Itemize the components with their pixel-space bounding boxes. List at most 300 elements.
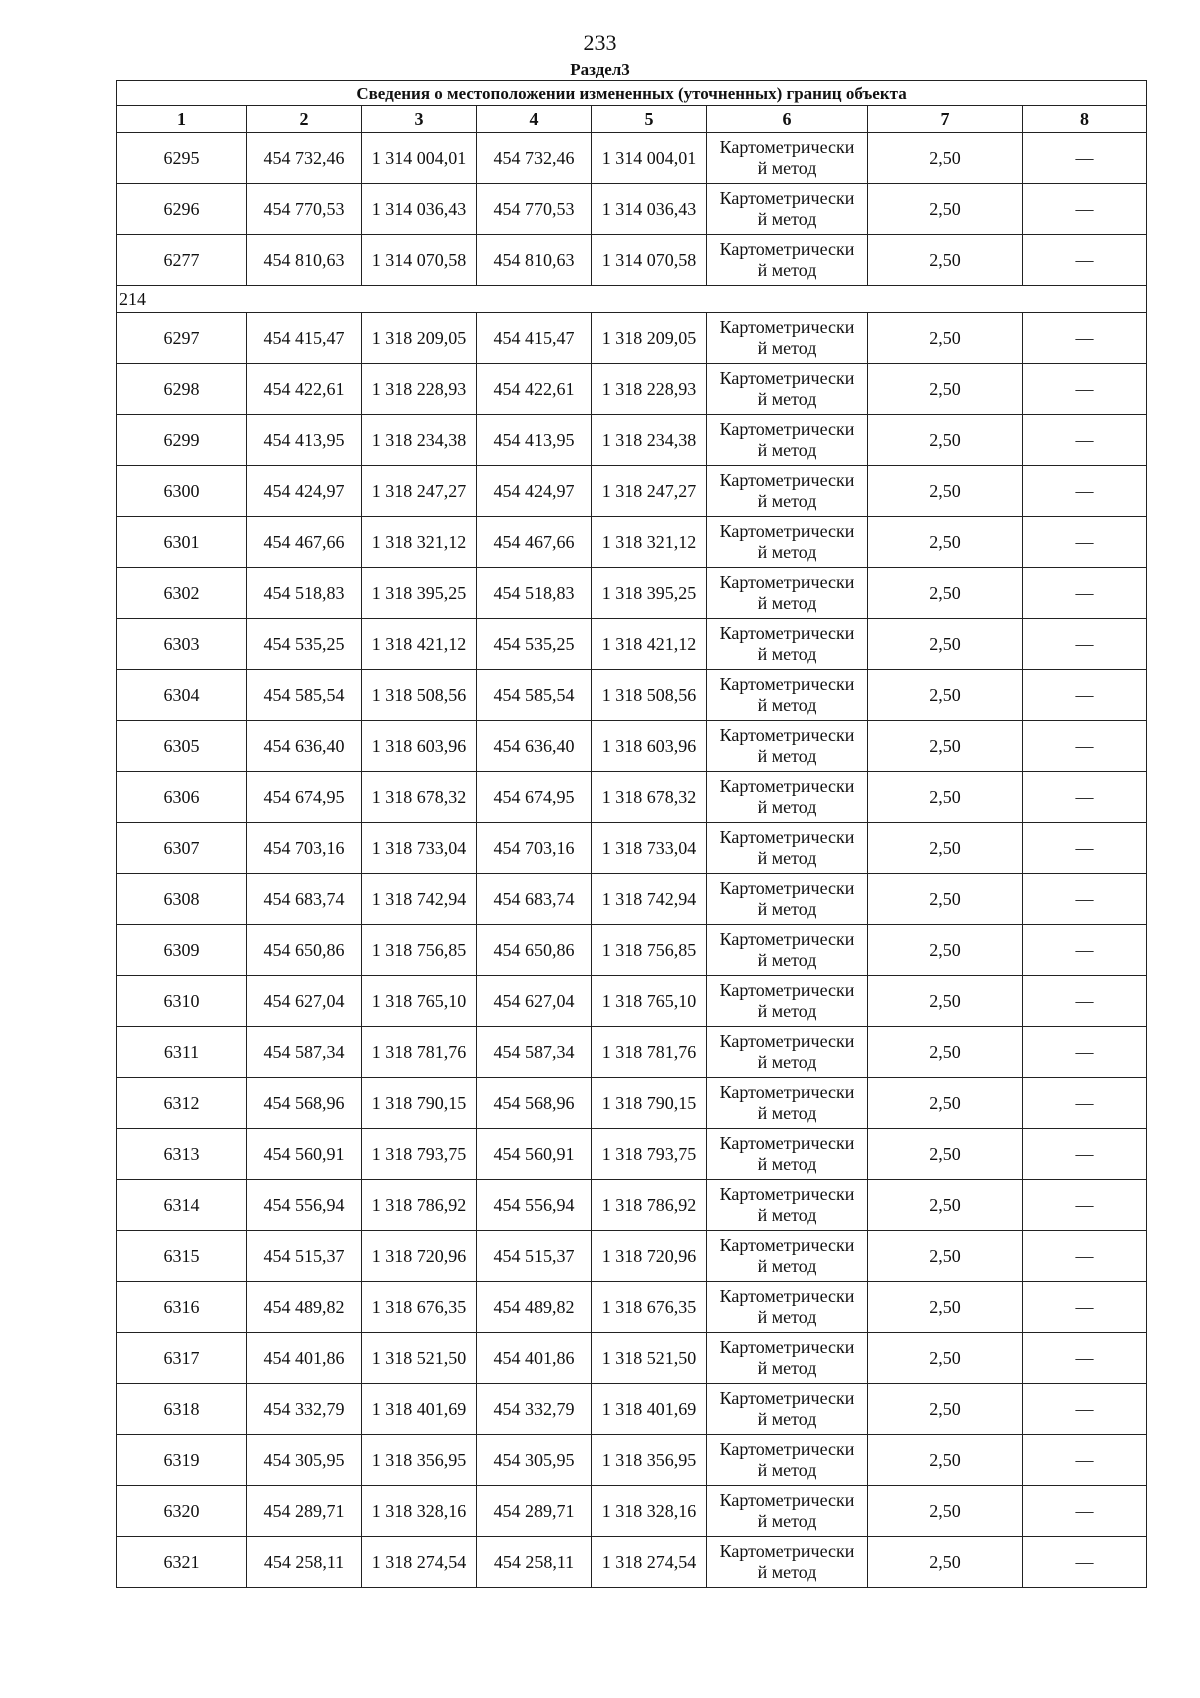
method-text-line2: й метод [757, 260, 817, 280]
table-row [117, 925, 1147, 976]
y-refined-cell: 1 318 521,50 [592, 1333, 707, 1384]
note-cell: — [1023, 670, 1147, 721]
y-existing-cell: 1 318 781,76 [362, 1027, 477, 1078]
note-cell: — [1023, 1180, 1147, 1231]
table-row [117, 364, 1147, 415]
method-text-line1: Картометрически [719, 674, 855, 694]
method-text-line2: й метод [757, 848, 817, 868]
x-existing-cell: 454 535,25 [247, 619, 362, 670]
method-text-line2: й метод [757, 746, 817, 766]
point-number-cell: 6317 [117, 1333, 247, 1384]
y-refined-cell: 1 318 328,16 [592, 1486, 707, 1537]
precision-cell: 2,50 [868, 670, 1023, 721]
y-refined-cell: 1 318 720,96 [592, 1231, 707, 1282]
note-cell: — [1023, 1027, 1147, 1078]
precision-cell: 2,50 [868, 1027, 1023, 1078]
y-existing-cell: 1 318 356,95 [362, 1435, 477, 1486]
method-text-line2: й метод [757, 1511, 817, 1531]
method-text-line1: Картометрически [719, 1133, 855, 1153]
y-existing-cell: 1 314 036,43 [362, 184, 477, 235]
method-text-line1: Картометрически [719, 368, 855, 388]
x-existing-cell: 454 305,95 [247, 1435, 362, 1486]
method-cell [707, 568, 868, 619]
method-text-line2: й метод [757, 338, 817, 358]
x-existing-cell: 454 568,96 [247, 1078, 362, 1129]
x-existing-cell: 454 332,79 [247, 1384, 362, 1435]
x-existing-cell: 454 422,61 [247, 364, 362, 415]
y-existing-cell: 1 318 209,05 [362, 313, 477, 364]
method-cell [707, 1384, 868, 1435]
method-text-line1: Картометрически [719, 1439, 855, 1459]
y-existing-cell: 1 314 004,01 [362, 133, 477, 184]
note-cell: — [1023, 415, 1147, 466]
precision-cell: 2,50 [868, 1078, 1023, 1129]
x-existing-cell: 454 627,04 [247, 976, 362, 1027]
precision-cell: 2,50 [868, 1537, 1023, 1588]
group-row [117, 286, 1147, 313]
method-cell [707, 1282, 868, 1333]
method-text-line1: Картометрически [719, 521, 855, 541]
note-cell: — [1023, 133, 1147, 184]
table-row [117, 466, 1147, 517]
note-cell: — [1023, 1231, 1147, 1282]
y-refined-cell: 1 318 508,56 [592, 670, 707, 721]
x-refined-cell: 454 289,71 [477, 1486, 592, 1537]
x-refined-cell: 454 627,04 [477, 976, 592, 1027]
precision-cell: 2,50 [868, 976, 1023, 1027]
note-cell: — [1023, 976, 1147, 1027]
column-number: 3 [362, 106, 477, 133]
method-text-line1: Картометрически [719, 725, 855, 745]
table-row [117, 1129, 1147, 1180]
x-refined-cell: 454 422,61 [477, 364, 592, 415]
precision-cell: 2,50 [868, 184, 1023, 235]
x-existing-cell: 454 515,37 [247, 1231, 362, 1282]
y-existing-cell: 1 318 676,35 [362, 1282, 477, 1333]
point-number-cell: 6297 [117, 313, 247, 364]
point-number-cell: 6305 [117, 721, 247, 772]
y-refined-cell: 1 318 401,69 [592, 1384, 707, 1435]
method-text-line2: й метод [757, 950, 817, 970]
method-text-line2: й метод [757, 1358, 817, 1378]
x-existing-cell: 454 770,53 [247, 184, 362, 235]
point-number-cell: 6302 [117, 568, 247, 619]
y-existing-cell: 1 318 508,56 [362, 670, 477, 721]
x-existing-cell: 454 556,94 [247, 1180, 362, 1231]
method-text-line1: Картометрически [719, 137, 855, 157]
table-row [117, 976, 1147, 1027]
method-text-line2: й метод [757, 695, 817, 715]
point-number-cell: 6309 [117, 925, 247, 976]
x-refined-cell: 454 424,97 [477, 466, 592, 517]
note-cell: — [1023, 1435, 1147, 1486]
point-number-cell: 6310 [117, 976, 247, 1027]
precision-cell: 2,50 [868, 133, 1023, 184]
y-existing-cell: 1 318 521,50 [362, 1333, 477, 1384]
table-row [117, 721, 1147, 772]
x-refined-cell: 454 650,86 [477, 925, 592, 976]
precision-cell: 2,50 [868, 1282, 1023, 1333]
y-refined-cell: 1 318 228,93 [592, 364, 707, 415]
y-existing-cell: 1 318 756,85 [362, 925, 477, 976]
y-existing-cell: 1 318 793,75 [362, 1129, 477, 1180]
precision-cell: 2,50 [868, 721, 1023, 772]
x-existing-cell: 454 732,46 [247, 133, 362, 184]
method-text-line1: Картометрически [719, 1490, 855, 1510]
point-number-cell: 6308 [117, 874, 247, 925]
point-number-cell: 6315 [117, 1231, 247, 1282]
note-cell: — [1023, 1078, 1147, 1129]
precision-cell: 2,50 [868, 772, 1023, 823]
table-row [117, 184, 1147, 235]
method-text-line2: й метод [757, 1103, 817, 1123]
table-row [117, 1333, 1147, 1384]
method-cell [707, 364, 868, 415]
table-row [117, 1078, 1147, 1129]
method-text-line1: Картометрически [719, 1082, 855, 1102]
note-cell: — [1023, 1129, 1147, 1180]
table-row [117, 1027, 1147, 1078]
point-number-cell: 6304 [117, 670, 247, 721]
note-cell: — [1023, 874, 1147, 925]
column-number: 2 [247, 106, 362, 133]
method-cell [707, 1333, 868, 1384]
precision-cell: 2,50 [868, 619, 1023, 670]
y-existing-cell: 1 314 070,58 [362, 235, 477, 286]
table-caption: Сведения о местоположении измененных (уточненных) границ объекта [117, 81, 1147, 106]
point-number-cell: 6295 [117, 133, 247, 184]
x-existing-cell: 454 585,54 [247, 670, 362, 721]
y-refined-cell: 1 318 793,75 [592, 1129, 707, 1180]
x-refined-cell: 454 332,79 [477, 1384, 592, 1435]
y-existing-cell: 1 318 678,32 [362, 772, 477, 823]
page-number: 233 [583, 30, 617, 55]
table-caption-row [117, 81, 1147, 106]
boundary-coordinates-table [116, 80, 1147, 1588]
note-cell: — [1023, 823, 1147, 874]
table-row [117, 619, 1147, 670]
method-text-line2: й метод [757, 209, 817, 229]
table-row [117, 874, 1147, 925]
point-number-cell: 6321 [117, 1537, 247, 1588]
note-cell: — [1023, 313, 1147, 364]
y-refined-cell: 1 318 421,12 [592, 619, 707, 670]
x-existing-cell: 454 683,74 [247, 874, 362, 925]
x-existing-cell: 454 289,71 [247, 1486, 362, 1537]
method-text-line1: Картометрически [719, 470, 855, 490]
y-existing-cell: 1 318 421,12 [362, 619, 477, 670]
y-refined-cell: 1 318 733,04 [592, 823, 707, 874]
column-number: 1 [117, 106, 247, 133]
table-row [117, 1537, 1147, 1588]
method-cell [707, 823, 868, 874]
x-refined-cell: 454 683,74 [477, 874, 592, 925]
method-text-line1: Картометрически [719, 878, 855, 898]
x-refined-cell: 454 636,40 [477, 721, 592, 772]
x-refined-cell: 454 568,96 [477, 1078, 592, 1129]
group-label: 214 [117, 286, 1147, 313]
y-existing-cell: 1 318 733,04 [362, 823, 477, 874]
method-text-line1: Картометрически [719, 1541, 855, 1561]
y-existing-cell: 1 318 742,94 [362, 874, 477, 925]
table-row [117, 772, 1147, 823]
point-number-cell: 6300 [117, 466, 247, 517]
method-text-line2: й метод [757, 1460, 817, 1480]
precision-cell: 2,50 [868, 1435, 1023, 1486]
method-text-line1: Картометрически [719, 929, 855, 949]
precision-cell: 2,50 [868, 1384, 1023, 1435]
x-refined-cell: 454 770,53 [477, 184, 592, 235]
table-body [117, 133, 1147, 1588]
x-refined-cell: 454 467,66 [477, 517, 592, 568]
note-cell: — [1023, 235, 1147, 286]
note-cell: — [1023, 1282, 1147, 1333]
table-row [117, 1282, 1147, 1333]
y-refined-cell: 1 318 603,96 [592, 721, 707, 772]
method-text-line2: й метод [757, 1205, 817, 1225]
method-cell [707, 184, 868, 235]
precision-cell: 2,50 [868, 1486, 1023, 1537]
method-text-line1: Картометрически [719, 572, 855, 592]
note-cell: — [1023, 772, 1147, 823]
method-text-line2: й метод [757, 389, 817, 409]
note-cell: — [1023, 517, 1147, 568]
method-text-line2: й метод [757, 1154, 817, 1174]
table-row [117, 133, 1147, 184]
point-number-cell: 6301 [117, 517, 247, 568]
method-text-line2: й метод [757, 1307, 817, 1327]
method-cell [707, 772, 868, 823]
table-row [117, 670, 1147, 721]
note-cell: — [1023, 925, 1147, 976]
precision-cell: 2,50 [868, 313, 1023, 364]
x-refined-cell: 454 518,83 [477, 568, 592, 619]
y-refined-cell: 1 318 678,32 [592, 772, 707, 823]
note-cell: — [1023, 1333, 1147, 1384]
y-existing-cell: 1 318 328,16 [362, 1486, 477, 1537]
x-refined-cell: 454 810,63 [477, 235, 592, 286]
x-refined-cell: 454 674,95 [477, 772, 592, 823]
x-existing-cell: 454 401,86 [247, 1333, 362, 1384]
method-cell [707, 313, 868, 364]
x-existing-cell: 454 467,66 [247, 517, 362, 568]
method-cell [707, 925, 868, 976]
method-text-line1: Картометрически [719, 239, 855, 259]
method-text-line1: Картометрически [719, 776, 855, 796]
precision-cell: 2,50 [868, 1333, 1023, 1384]
y-existing-cell: 1 318 234,38 [362, 415, 477, 466]
precision-cell: 2,50 [868, 466, 1023, 517]
method-text-line2: й метод [757, 491, 817, 511]
x-refined-cell: 454 732,46 [477, 133, 592, 184]
x-existing-cell: 454 258,11 [247, 1537, 362, 1588]
y-existing-cell: 1 318 765,10 [362, 976, 477, 1027]
x-existing-cell: 454 810,63 [247, 235, 362, 286]
method-cell [707, 1486, 868, 1537]
method-text-line1: Картометрически [719, 188, 855, 208]
note-cell: — [1023, 1384, 1147, 1435]
table-row [117, 313, 1147, 364]
precision-cell: 2,50 [868, 364, 1023, 415]
method-text-line1: Картометрически [719, 419, 855, 439]
y-refined-cell: 1 318 395,25 [592, 568, 707, 619]
y-refined-cell: 1 314 070,58 [592, 235, 707, 286]
method-cell [707, 1231, 868, 1282]
point-number-cell: 6313 [117, 1129, 247, 1180]
method-text-line1: Картометрически [719, 1235, 855, 1255]
x-refined-cell: 454 515,37 [477, 1231, 592, 1282]
point-number-cell: 6318 [117, 1384, 247, 1435]
x-refined-cell: 454 489,82 [477, 1282, 592, 1333]
table-row [117, 415, 1147, 466]
method-cell [707, 1027, 868, 1078]
table-row [117, 823, 1147, 874]
precision-cell: 2,50 [868, 925, 1023, 976]
method-text-line1: Картометрически [719, 980, 855, 1000]
note-cell: — [1023, 466, 1147, 517]
x-refined-cell: 454 535,25 [477, 619, 592, 670]
method-cell [707, 466, 868, 517]
column-number: 4 [477, 106, 592, 133]
method-text-line1: Картометрически [719, 827, 855, 847]
method-text-line2: й метод [757, 1256, 817, 1276]
y-existing-cell: 1 318 321,12 [362, 517, 477, 568]
precision-cell: 2,50 [868, 517, 1023, 568]
x-existing-cell: 454 413,95 [247, 415, 362, 466]
method-text-line2: й метод [757, 899, 817, 919]
y-refined-cell: 1 314 036,43 [592, 184, 707, 235]
point-number-cell: 6303 [117, 619, 247, 670]
point-number-cell: 6299 [117, 415, 247, 466]
y-existing-cell: 1 318 786,92 [362, 1180, 477, 1231]
x-refined-cell: 454 415,47 [477, 313, 592, 364]
x-existing-cell: 454 560,91 [247, 1129, 362, 1180]
table-row [117, 1180, 1147, 1231]
y-refined-cell: 1 318 321,12 [592, 517, 707, 568]
method-text-line2: й метод [757, 1001, 817, 1021]
method-cell [707, 721, 868, 772]
precision-cell: 2,50 [868, 568, 1023, 619]
point-number-cell: 6311 [117, 1027, 247, 1078]
method-cell [707, 1129, 868, 1180]
method-cell [707, 133, 868, 184]
method-text-line1: Картометрически [719, 1031, 855, 1051]
x-existing-cell: 454 636,40 [247, 721, 362, 772]
method-cell [707, 619, 868, 670]
method-cell [707, 1435, 868, 1486]
table-row [117, 517, 1147, 568]
x-refined-cell: 454 587,34 [477, 1027, 592, 1078]
x-refined-cell: 454 305,95 [477, 1435, 592, 1486]
x-existing-cell: 454 703,16 [247, 823, 362, 874]
x-refined-cell: 454 585,54 [477, 670, 592, 721]
table-row [117, 568, 1147, 619]
method-cell [707, 235, 868, 286]
method-text-line1: Картометрически [719, 1184, 855, 1204]
precision-cell: 2,50 [868, 1129, 1023, 1180]
column-number: 5 [592, 106, 707, 133]
note-cell: — [1023, 184, 1147, 235]
y-existing-cell: 1 318 603,96 [362, 721, 477, 772]
x-existing-cell: 454 674,95 [247, 772, 362, 823]
method-text-line2: й метод [757, 797, 817, 817]
y-refined-cell: 1 318 781,76 [592, 1027, 707, 1078]
point-number-cell: 6316 [117, 1282, 247, 1333]
y-existing-cell: 1 318 401,69 [362, 1384, 477, 1435]
method-cell [707, 976, 868, 1027]
x-refined-cell: 454 703,16 [477, 823, 592, 874]
x-existing-cell: 454 415,47 [247, 313, 362, 364]
x-refined-cell: 454 258,11 [477, 1537, 592, 1588]
x-existing-cell: 454 518,83 [247, 568, 362, 619]
y-existing-cell: 1 318 720,96 [362, 1231, 477, 1282]
point-number-cell: 6319 [117, 1435, 247, 1486]
y-refined-cell: 1 318 786,92 [592, 1180, 707, 1231]
x-existing-cell: 454 587,34 [247, 1027, 362, 1078]
method-text-line2: й метод [757, 644, 817, 664]
y-refined-cell: 1 318 356,95 [592, 1435, 707, 1486]
method-text-line2: й метод [757, 1409, 817, 1429]
column-number: 6 [707, 106, 868, 133]
y-refined-cell: 1 318 209,05 [592, 313, 707, 364]
y-existing-cell: 1 318 274,54 [362, 1537, 477, 1588]
table-row [117, 235, 1147, 286]
table-row [117, 1435, 1147, 1486]
note-cell: — [1023, 721, 1147, 772]
column-number: 7 [868, 106, 1023, 133]
y-existing-cell: 1 318 395,25 [362, 568, 477, 619]
precision-cell: 2,50 [868, 235, 1023, 286]
method-cell [707, 874, 868, 925]
point-number-cell: 6306 [117, 772, 247, 823]
y-refined-cell: 1 314 004,01 [592, 133, 707, 184]
y-existing-cell: 1 318 247,27 [362, 466, 477, 517]
y-refined-cell: 1 318 742,94 [592, 874, 707, 925]
method-text-line2: й метод [757, 158, 817, 178]
method-text-line1: Картометрически [719, 1286, 855, 1306]
y-refined-cell: 1 318 247,27 [592, 466, 707, 517]
method-cell [707, 517, 868, 568]
column-number-row [117, 106, 1147, 133]
method-cell [707, 415, 868, 466]
precision-cell: 2,50 [868, 415, 1023, 466]
y-existing-cell: 1 318 228,93 [362, 364, 477, 415]
method-text-line2: й метод [757, 1562, 817, 1582]
point-number-cell: 6277 [117, 235, 247, 286]
point-number-cell: 6312 [117, 1078, 247, 1129]
section-title: Раздел3 [570, 60, 630, 79]
precision-cell: 2,50 [868, 823, 1023, 874]
point-number-cell: 6296 [117, 184, 247, 235]
note-cell: — [1023, 568, 1147, 619]
method-cell [707, 1537, 868, 1588]
note-cell: — [1023, 1537, 1147, 1588]
y-refined-cell: 1 318 756,85 [592, 925, 707, 976]
column-number: 8 [1023, 106, 1147, 133]
method-cell [707, 1180, 868, 1231]
point-number-cell: 6320 [117, 1486, 247, 1537]
y-refined-cell: 1 318 765,10 [592, 976, 707, 1027]
x-refined-cell: 454 556,94 [477, 1180, 592, 1231]
note-cell: — [1023, 619, 1147, 670]
method-text-line2: й метод [757, 1052, 817, 1072]
x-refined-cell: 454 413,95 [477, 415, 592, 466]
y-refined-cell: 1 318 790,15 [592, 1078, 707, 1129]
y-refined-cell: 1 318 274,54 [592, 1537, 707, 1588]
x-existing-cell: 454 489,82 [247, 1282, 362, 1333]
point-number-cell: 6298 [117, 364, 247, 415]
note-cell: — [1023, 364, 1147, 415]
